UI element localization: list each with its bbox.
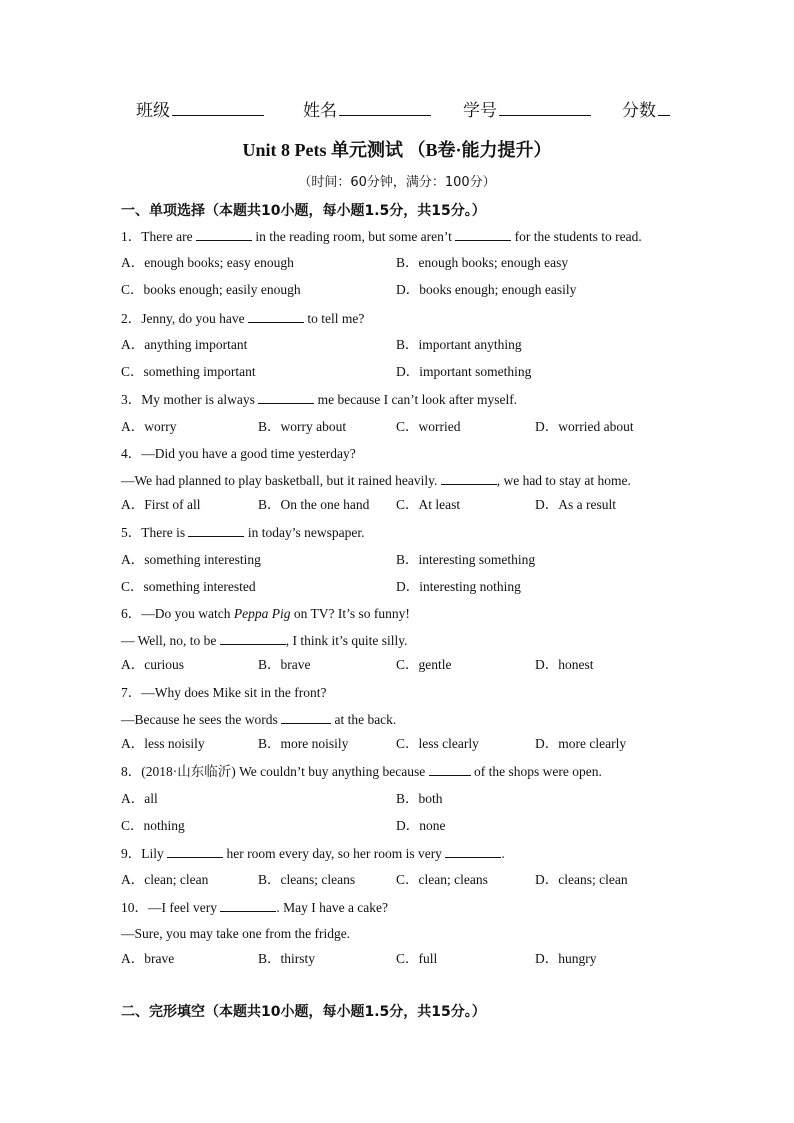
score-field[interactable] [622,96,670,121]
question-8-option-d[interactable]: D．none [396,818,446,833]
question-10-option-b[interactable]: B．thirsty [258,951,316,966]
question-2-stem: 2．Jenny, do you have to tell me? [121,311,365,326]
question-10-line-2: —Sure, you may take one from the fridge. [121,926,351,941]
question-7-option-b[interactable]: B．more noisily [258,736,349,751]
question-6-option-c[interactable]: C．gentle [396,657,452,672]
question-5-option-d[interactable]: D．interesting nothing [396,579,521,594]
name-field[interactable] [303,96,431,121]
question-5-option-b[interactable]: B．interesting something [396,552,536,567]
question-4-option-c[interactable]: C．At least [396,497,461,512]
class-blank[interactable] [172,99,264,116]
question-10-line-1: 10．—I feel very . May I have a cake? [121,900,389,915]
question-1-option-a[interactable]: A．enough books; easy enough [121,255,294,270]
question-3-option-c[interactable]: C．worried [396,419,461,434]
blank [258,390,314,404]
question-7-line-2: —Because he sees the words at the back. [121,712,397,727]
question-2-option-c[interactable]: C．something important [121,364,256,379]
show-title: Peppa Pig [233,606,291,621]
student-id-blank[interactable] [499,99,591,116]
question-10-option-d[interactable]: D．hungry [535,951,597,966]
question-3-stem: 3．My mother is always me because I can’t look after myself. [121,392,518,407]
student-id-field[interactable] [463,96,591,121]
question-6-line-1: 6．—Do you watch Peppa Pig on TV? It’s so funny! [121,606,410,621]
score-blank[interactable] [658,99,670,116]
question-8-option-c[interactable]: C．nothing [121,818,185,833]
question-6-option-b[interactable]: B．brave [258,657,311,672]
blank [196,227,252,241]
question-3-option-a[interactable]: A．worry [121,419,177,434]
blank [281,710,331,724]
question-5-option-a[interactable]: A．something interesting [121,552,261,567]
question-4-line-2: —We had planned to play basketball, but it rained heavily. , we had to stay at home. [121,473,631,488]
name-label: 姓名 [303,101,337,121]
question-1-option-d[interactable]: D．books enough; enough easily [396,282,577,297]
question-9-option-c[interactable]: C．clean; cleans [396,872,488,887]
question-8-option-a[interactable]: A．all [121,791,158,806]
student-info-header [0,96,794,124]
question-5-option-c[interactable]: C．something interested [121,579,256,594]
question-9-stem: 9．Lily her room every day, so her room is very . [121,846,505,861]
blank [167,844,223,858]
question-4-option-d[interactable]: D．As a result [535,497,616,512]
question-6-line-2: — Well, no, to be , I think it’s quite silly. [121,633,408,648]
question-7-option-c[interactable]: C．less clearly [396,736,479,751]
question-9-option-a[interactable]: A．clean; clean [121,872,209,887]
class-label: 班级 [136,101,170,121]
blank [248,309,304,323]
class-field[interactable] [136,96,264,121]
name-blank[interactable] [339,99,431,116]
question-4-line-1: 4．—Did you have a good time yesterday? [121,446,356,461]
question-3-option-b[interactable]: B．worry about [258,419,347,434]
question-10-option-a[interactable]: A．brave [121,951,175,966]
question-9-option-d[interactable]: D．cleans; clean [535,872,628,887]
blank [455,227,511,241]
student-id-label: 学号 [463,101,497,121]
question-2-option-a[interactable]: A．anything important [121,337,248,352]
page-title: Unit 8 Pets 单元测试 （B卷·能力提升） [242,140,552,160]
section-heading-1: 一、单项选择（本题共10小题，每小题1.5分，共15分。） [121,203,486,219]
question-3-option-d[interactable]: D．worried about [535,419,634,434]
blank [188,523,244,537]
blank [429,762,471,776]
blank [220,898,276,912]
question-7-option-a[interactable]: A．less noisily [121,736,205,751]
question-8-stem: 8．(2018·山东临沂) We couldn’t buy anything because of the shops were open. [121,764,602,779]
blank [445,844,501,858]
question-1-stem: 1．There are in the reading room, but some aren’t for the students to read. [121,229,642,244]
question-4-option-a[interactable]: A．First of all [121,497,201,512]
question-5-stem: 5．There is in today’s newspaper. [121,525,365,540]
blank [441,471,497,485]
question-7-option-d[interactable]: D．more clearly [535,736,627,751]
question-2-option-d[interactable]: D．important something [396,364,532,379]
question-9-option-b[interactable]: B．cleans; cleans [258,872,356,887]
section-heading-2: 二、完形填空（本题共10小题，每小题1.5分，共15分。） [121,1004,486,1020]
question-6-option-d[interactable]: D．honest [535,657,594,672]
question-10-option-c[interactable]: C．full [396,951,438,966]
question-1-option-b[interactable]: B．enough books; enough easy [396,255,569,270]
exam-subtitle: （时间：60分钟，满分：100分） [298,175,496,190]
score-label: 分数 [622,101,656,121]
question-4-option-b[interactable]: B．On the one hand [258,497,370,512]
question-8-option-b[interactable]: B．both [396,791,443,806]
question-7-line-1: 7．—Why does Mike sit in the front? [121,685,327,700]
question-6-option-a[interactable]: A．curious [121,657,184,672]
question-2-option-b[interactable]: B．important anything [396,337,522,352]
question-1-option-c[interactable]: C．books enough; easily enough [121,282,301,297]
blank [220,631,286,645]
